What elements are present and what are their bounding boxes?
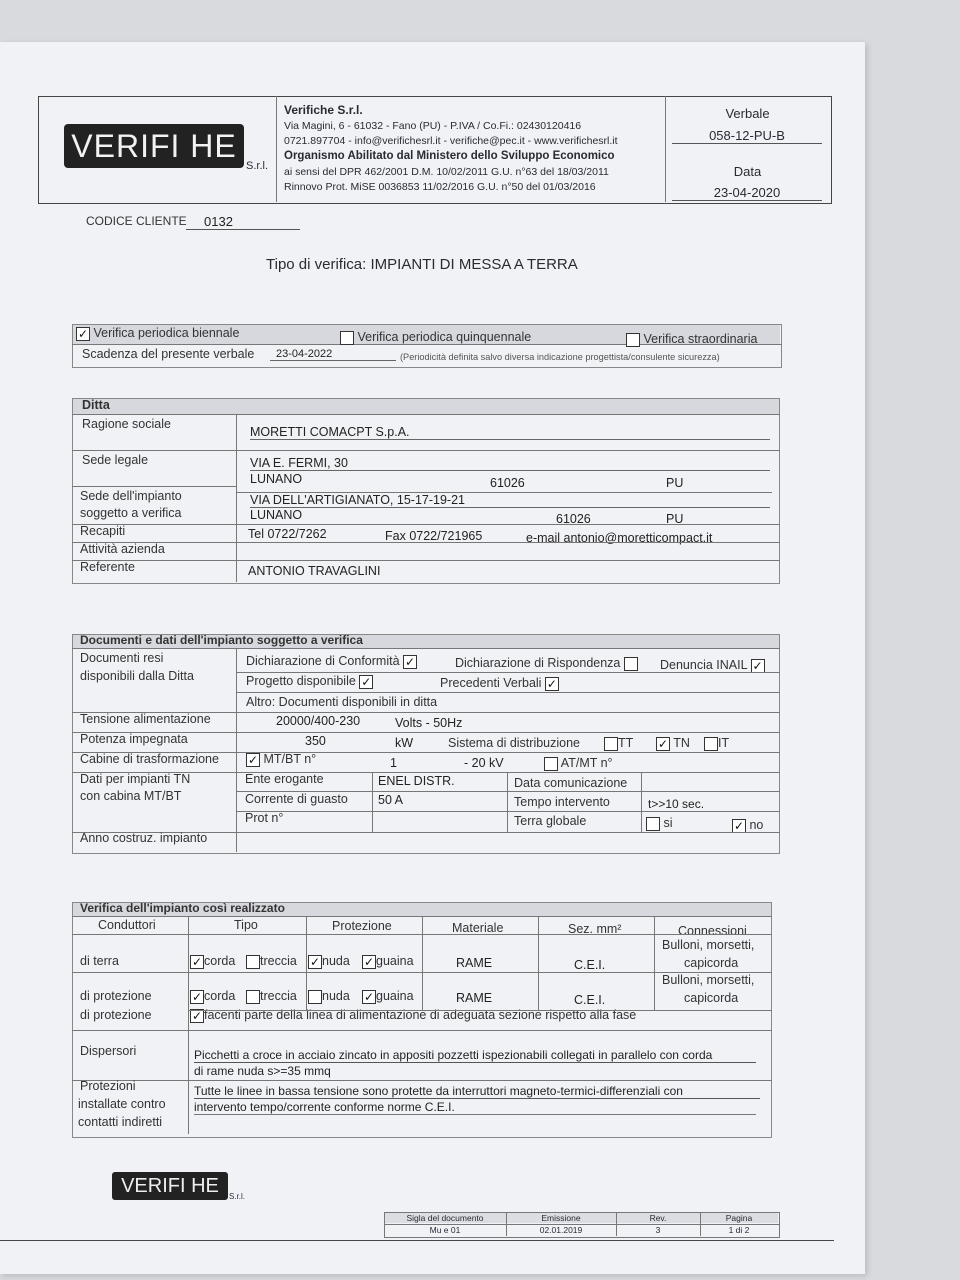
table-row-label: di protezione [80,989,152,1003]
footer-val-emissione: 02.01.2019 [539,1225,583,1235]
si-checkbox[interactable] [646,817,660,831]
nuda-checkbox[interactable] [308,990,322,1004]
sede-impianto-prov: PU [666,512,684,526]
progetto-checkbox[interactable]: ✓ [361,674,372,689]
sede-impianto-city: LUNANO [250,508,303,522]
prot2-checkbox[interactable]: ✓ [191,1008,203,1023]
connessioni-value-1: Bulloni, morsetti, [662,973,755,987]
protezioni-label-1: Protezioni [80,1079,136,1093]
mtbt-value: 1 [390,756,397,770]
it-option[interactable]: IT [704,736,729,751]
corda-checkbox[interactable]: ✓ [191,954,203,969]
corda-checkbox[interactable]: ✓ [191,989,203,1004]
sede-impianto-cap: 61026 [556,512,591,526]
potenza-label: Potenza impegnata [80,732,188,746]
scadenza-value: 23-04-2022 [270,348,396,361]
denuncia-inail-option[interactable]: Denuncia INAIL ✓ [660,658,763,673]
nuda-option[interactable]: nuda [308,989,350,1004]
tn-option[interactable]: ✓ TN [657,736,690,751]
data-label: Data [733,164,762,179]
tel-field: Tel 0722/7262 [248,527,327,541]
tempo-value: t>>10 sec. [648,797,705,811]
col-sez: Sez. mm² [568,922,622,936]
mtbt-option[interactable]: ✓ MT/BT n° [247,752,317,767]
tt-checkbox[interactable] [604,737,618,751]
verifica-straordinaria-option[interactable]: Verifica straordinaria [626,332,757,347]
col-conduttori: Conduttori [98,918,156,932]
footer-val-pagina: 1 di 2 [728,1225,750,1235]
documenti-resi-label-2: disponibili dalla Ditta [80,669,194,683]
verbale-value: 058-12-PU-B [672,128,822,144]
corrente-label: Corrente di guasto [245,792,348,806]
verifica-biennale-option[interactable]: ✓ Verifica periodica biennale [77,326,240,341]
attivita-label: Attività azienda [80,542,165,556]
no-checkbox[interactable]: ✓ [733,818,745,833]
dich-rispondenza-checkbox[interactable] [624,657,638,671]
tn-data-label-1: Dati per impianti TN [80,772,191,786]
footer-val-sigla: Mu e 01 [429,1225,461,1235]
document-sheet [0,42,865,1274]
dpr-line: ai sensi del DPR 462/2001 D.M. 10/02/2011 G.U. n°63 del 18/03/2011 [284,166,609,178]
dispersori-text-1: Picchetti a croce in acciaio zincato in appositi pozzetti ispezionabili collegati in parallelo con corda [194,1048,756,1063]
verbale-label: Verbale [725,106,770,121]
sede-legale-city: LUNANO [250,472,303,486]
guaina-option[interactable]: ✓ guaina [363,954,414,969]
dispersori-label: Dispersori [80,1044,137,1058]
footer-logo-suffix: S.r.l. [229,1192,246,1201]
sez-value: C.E.I. [574,958,606,972]
materiale-value: RAME [456,991,493,1005]
ragione-sociale-label: Ragione sociale [82,417,171,431]
connessioni-value-2: capicorda [684,956,739,970]
protezioni-text-2: intervento tempo/corrente conforme norme C.E.I. [194,1100,756,1115]
tn-checkbox[interactable]: ✓ [657,736,669,751]
codice-cliente-value: 0132 [186,214,300,230]
data-comunicazione-label: Data comunicazione [514,776,628,790]
corda-option[interactable]: ✓ corda [191,954,236,969]
anno-label: Anno costruz. impianto [80,831,208,845]
fax-value: 0722/721965 [409,529,483,543]
prot-label: Prot n° [245,811,284,825]
tensione-value: 20000/400-230 [276,714,361,728]
guaina-option[interactable]: ✓ guaina [363,989,414,1004]
sistema-label: Sistema di distribuzione [448,736,581,750]
guaina-checkbox[interactable]: ✓ [363,954,375,969]
referente-value: ANTONIO TRAVAGLINI [248,564,381,578]
ditta-header: Ditta [82,398,110,412]
documenti-resi-label-1: Documenti resi [80,651,164,665]
ente-value: ENEL DISTR. [378,774,455,788]
dispersori-text-2: di rame nuda s>=35 mmq [194,1064,331,1078]
tel-value: 0722/7262 [267,527,327,541]
connessioni-value-1: Bulloni, morsetti, [662,938,755,952]
email-field: e-mail antonio@moretticompact.it [526,531,713,545]
treccia-checkbox[interactable] [246,990,260,1004]
verifica-biennale-checkbox[interactable]: ✓ [77,326,89,341]
progetto-option[interactable]: Progetto disponibile ✓ [246,674,372,689]
ragione-sociale-value: MORETTI COMACPT S.p.A. [250,425,770,440]
protezioni-label-3: contatti indiretti [78,1115,163,1129]
footer-logo: VERIFI HE [112,1172,228,1200]
referente-label: Referente [80,560,135,574]
col-protezione: Protezione [332,919,392,933]
page-title: Tipo di verifica: IMPIANTI DI MESSA A TERRA [266,256,578,273]
footer-col-rev: Rev. [649,1213,667,1223]
col-materiale: Materiale [452,921,504,935]
renewal-line: Rinnovo Prot. MiSE 0036853 11/02/2016 G.U. n°50 del 01/03/2016 [284,181,596,193]
atmt-checkbox[interactable] [544,757,558,771]
tensione-unit: Volts - 50Hz [395,716,463,730]
corrente-value: 50 A [378,793,404,807]
altro-value: Documenti disponibili in ditta [278,695,438,709]
col-connessioni: Connessioni [678,924,747,938]
materiale-value: RAME [456,956,493,970]
connessioni-value-2: capicorda [684,991,739,1005]
verifiche-logo: VERIFI HE [64,124,244,168]
verifica-quinquennale-checkbox[interactable] [340,331,354,345]
documenti-header: Documenti e dati dell'impianto soggetto a verifica [80,633,363,647]
potenza-value: 350 [305,734,326,748]
no-option[interactable]: ✓ no [733,818,764,833]
si-option[interactable]: si [646,816,673,831]
ente-label: Ente erogante [245,772,324,786]
sede-legale-address: VIA E. FERMI, 30 [250,456,770,471]
sede-impianto-label-2: soggetto a verifica [80,506,182,520]
dich-conformita-checkbox[interactable]: ✓ [405,654,416,669]
precedenti-checkbox[interactable]: ✓ [546,676,557,691]
sez-value: C.E.I. [574,993,606,1007]
sede-legale-cap: 61026 [490,476,525,490]
company-address: Via Magini, 6 - 61032 - Fano (PU) - P.IVA / Co.Fi.: 02430120416 [284,120,582,132]
treccia-option[interactable]: treccia [246,954,297,969]
treccia-checkbox[interactable] [246,955,260,969]
sede-legale-prov: PU [666,476,684,490]
col-tipo: Tipo [234,918,258,932]
footer-col-emissione: Emissione [541,1213,581,1223]
potenza-unit: kW [395,736,414,750]
atmt-option[interactable]: AT/MT n° [544,756,613,771]
sede-legale-label: Sede legale [82,453,149,467]
prot2-option[interactable]: ✓ facenti parte della linea di alimentazione di adeguata sezione rispetto alla fase [191,1008,637,1023]
it-checkbox[interactable] [704,737,718,751]
scadenza-label: Scadenza del presente verbale [82,347,255,361]
footer-col-sigla: Sigla del documento [406,1213,484,1223]
denuncia-inail-checkbox[interactable]: ✓ [752,658,763,673]
nuda-option[interactable]: ✓ nuda [309,954,350,969]
treccia-option[interactable]: treccia [246,989,297,1004]
prot2-label: di protezione [80,1008,152,1022]
altro-field: Altro: Documenti disponibili in ditta [246,695,438,709]
verifica-quinquennale-option[interactable]: Verifica periodica quinquennale [340,330,531,345]
terra-globale-label: Terra globale [514,814,587,828]
dich-rispondenza-option[interactable]: Dichiarazione di Rispondenza [455,656,638,671]
company-contacts: 0721.897704 - info@verifichesrl.it - verifiche@pec.it - www.verifichesrl.it [284,135,618,147]
protezioni-text-1: Tutte le linee in bassa tensione sono protette da interruttori magneto-termici-differenziali con [194,1084,760,1099]
company-name: Verifiche S.r.l. [284,103,363,117]
scadenza-note: (Periodicità definita salvo diversa indicazione progettista/consulente sicurezza) [400,352,720,362]
sede-impianto-label-1: Sede dell'impianto [80,489,182,503]
kv-value: - 20 kV [464,756,504,770]
table-row-label: di terra [80,954,119,968]
tt-option[interactable]: TT [604,736,633,751]
impianto-header: Verifica dell'impianto così realizzato [80,901,285,915]
corda-option[interactable]: ✓ corda [191,989,236,1004]
nuda-checkbox[interactable]: ✓ [309,954,321,969]
tensione-label: Tensione alimentazione [80,712,211,726]
tempo-label: Tempo intervento [514,795,610,809]
fax-field: Fax 0722/721965 [385,529,483,543]
authority-line: Organismo Abilitato dal Ministero dello Sviluppo Economico [284,150,615,162]
sede-impianto-address: VIA DELL'ARTIGIANATO, 15-17-19-21 [250,493,770,508]
recapiti-label: Recapiti [80,524,126,538]
codice-cliente-label: CODICE CLIENTE [86,214,187,228]
tn-data-label-2: con cabina MT/BT [80,789,182,803]
footer-val-rev: 3 [655,1225,661,1235]
mtbt-checkbox[interactable]: ✓ [247,752,259,767]
data-value: 23-04-2020 [672,185,822,201]
verifica-straordinaria-checkbox[interactable] [626,333,640,347]
dich-conformita-option[interactable]: Dichiarazione di Conformità ✓ [246,654,416,669]
email-value: antonio@moretticompact.it [563,531,713,545]
cabine-label: Cabine di trasformazione [80,752,219,766]
guaina-checkbox[interactable]: ✓ [363,989,375,1004]
logo-suffix: S.r.l. [246,160,269,172]
footer-col-pagina: Pagina [725,1213,753,1223]
precedenti-option[interactable]: Precedenti Verbali ✓ [440,676,557,691]
protezioni-label-2: installate contro [78,1097,166,1111]
